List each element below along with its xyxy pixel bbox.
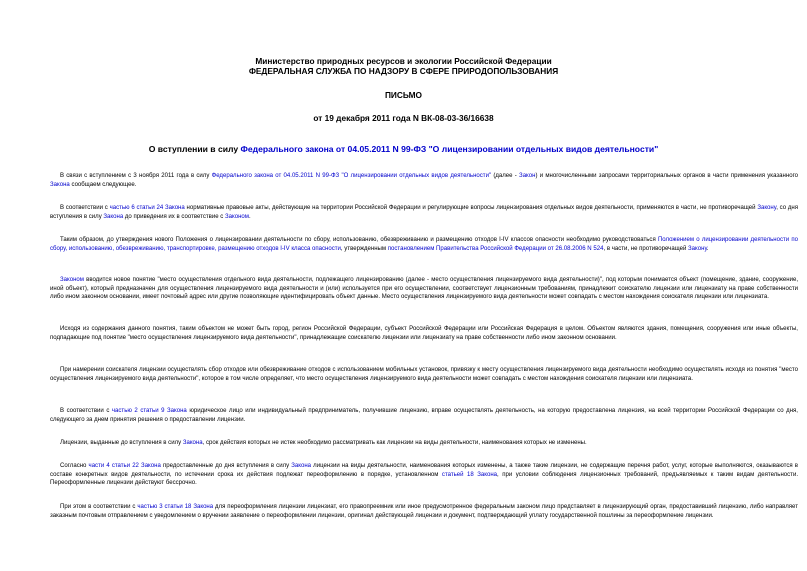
p9-article-link[interactable]: части 4 статьи 22 Закона xyxy=(88,463,161,469)
title-law-link[interactable]: Федерального закона от 04.05.2011 N 99-ФЗ "О лицензировании отдельных видов деятельности" xyxy=(240,144,659,154)
p10-text-2: для переоформления лицензии лицензиат, его правопреемник или иное предусмотренное федеральным законом лицо представляет в лицензирующий орган, предоставивший лицензию, либо направляет заказным почтовым отправлением с уведомлением о вручении заявление о переоформлении лицензии, оригинал действующей лицензии и документ, подтверждающий уплату государственной пошлины за переоформление лицензии. xyxy=(50,504,798,519)
ministry-name: Министерство природных ресурсов и экологии Российской Федерации xyxy=(255,56,552,66)
p9-text-4: , при условии соблюдения лицензионных требований, предъявляемых к таким видам деятельности. Переоформленные лицензии действуют бессрочно. xyxy=(50,471,798,487)
p8-text-2: , срок действия которых не истек необходимо рассматривать как лицензии на виды деятельности, наименования которых не изменены. xyxy=(202,440,587,446)
p7-text-1: В соответствии с xyxy=(60,408,112,414)
p3-text-2: , утвержденным xyxy=(340,245,388,252)
p3-text-3: , в части, не противоречащей xyxy=(603,245,689,252)
p1-text-2: (далее - xyxy=(491,173,520,179)
p3-zakon-link[interactable]: Закону xyxy=(688,245,707,252)
paragraph-6 xyxy=(50,366,798,383)
p9-article18-link[interactable]: статьей 18 Закона xyxy=(441,471,498,478)
p5-text-1: Исходя из содержания данного понятия, таким объектом не может быть город, регион Российской Федерации, субъект Российской Федерации или Российская Федерация в целом. Объектом являются здания, помещения, сооружения или иные объекты, подпадающие под понятие "место осуществления лицензируемого вида деятельности", принадлежащие соискателю лицензии или лицензиату на праве собственности либо ином законном основании. xyxy=(50,326,798,341)
paragraph-4 xyxy=(50,276,798,302)
p10-article-link[interactable]: частью 3 статьи 18 Закона xyxy=(137,504,214,510)
p2-text-2: нормативные правовые акты, действующие на территории Российской Федерации и регулирующие вопросы лицензирования отдельных видов деятельности, применяются в части, не противоречащей xyxy=(184,205,758,211)
p1-zakon-link-1[interactable]: Закон xyxy=(519,173,536,179)
document-type: ПИСЬМО xyxy=(384,90,423,100)
p9-text-3: лицензии на виды деятельности, наименования которых изменены, а также такие лицензии, не содержащие перечня работ, услуг, которые выполняются, оказываются в составе конкретных видов деятельности, по истечении срока их действия подлежат переоформлению в порядке, установленном xyxy=(50,463,799,478)
p2-article-link[interactable]: частью 6 статьи 24 Закона xyxy=(109,205,185,211)
p10-text-1: При этом в соответствии с xyxy=(60,504,138,510)
p1-text-1: В связи с вступлением с 3 ноября 2011 года в силу xyxy=(60,173,212,179)
p1-text-4: сообщаем следующее. xyxy=(69,181,137,188)
paragraph-5 xyxy=(50,325,798,342)
p8-text-1: Лицензии, выданные до вступления в силу xyxy=(60,440,183,446)
paragraph-8 xyxy=(50,439,798,448)
p1-law-link[interactable]: Федерального закона от 04.05.2011 N 99-ФЗ "О лицензировании отдельных видов деятельности" xyxy=(211,173,492,179)
p2-text-5: . xyxy=(248,213,251,220)
paragraph-2 xyxy=(50,204,798,221)
p9-text-2: предоставленные до дня вступления в силу xyxy=(160,463,292,469)
p2-zakon-link-3[interactable]: Законом xyxy=(224,213,249,220)
document-date-number: от 19 декабря 2011 года N ВК-08-03-36/16638 xyxy=(313,113,494,123)
p6-text-1: При намерении соискателя лицензии осуществлять сбор отходов или обезвреживание отходов с использованием мобильных установок, привязку к месту осуществления лицензируемого вида деятельности необходимо осуществлять исходя из понятия "место осуществления лицензируемого вида деятельности", которое в том числе определяет, что место осуществления лицензируемого вида деятельности может совпадать с местом нахождения соискателя лицензии или лицензиата. xyxy=(50,367,798,382)
p2-text-1: В соответствии с xyxy=(60,205,110,211)
paragraph-10 xyxy=(50,503,798,520)
p4-text-1: вводится новое понятие "место осуществления отдельного вида деятельности, подлежащего лицензированию (далее - место осуществления лицензируемого вида деятельности)", под которым понимается объект (помещение, здание, сооружение, иной объект), который предназначен для осуществления лицензируемого вида деятельности и (или) используется при его осуществлении, соответствует лицензионным требованиям, принадлежит соискателю лицензии или лицензиату на праве собственности либо ином законном основании, имеет почтовый адрес или другие позволяющие идентифицировать объект данные. Место осуществления лицензируемого вида деятельности может совпадать с местом нахождения соискателя лицензии или лицензиата. xyxy=(50,277,798,301)
p2-text-4: до приведения их в соответствие с xyxy=(123,213,225,220)
p3-regulation-link[interactable]: Положением о лицензировании деятельности по сбору, использованию, обезвреживанию, транспортировке, размещению отходов I-IV класса опасности xyxy=(50,237,798,252)
paragraph-9 xyxy=(50,462,798,488)
p2-zakon-link-2[interactable]: Закона xyxy=(103,213,124,220)
p3-text-1: Таким образом, до утверждения нового Положения о лицензировании деятельности по сбору, использованию, обезвреживанию и размещению отходов I-IV классов опасности необходимо руководствоваться xyxy=(60,237,658,243)
p1-zakon-link-2[interactable]: Закона xyxy=(50,181,70,188)
document-title xyxy=(0,144,807,154)
p2-zakon-link-1[interactable]: Закону xyxy=(757,205,777,211)
title-prefix: О вступлении в силу xyxy=(148,144,241,154)
paragraph-7 xyxy=(50,407,798,424)
p8-zakon-link[interactable]: Закона xyxy=(182,440,203,446)
p9-text-1: Согласно xyxy=(60,463,89,469)
p3-text-4: . xyxy=(706,245,709,252)
p7-text-2: юридическое лицо или индивидуальный предприниматель, получившие лицензию, вправе осуществлять деятельность, на которую предоставлена лицензия, на всей территории Российской Федерации со дня, следующего за днем принятия решения о предоставлении лицензии. xyxy=(50,408,798,423)
p7-article-link[interactable]: частью 2 статьи 9 Закона xyxy=(111,408,187,414)
paragraph-1 xyxy=(50,172,798,189)
p1-text-3: ) и многочисленными запросами территориальных органов в части применения указанного xyxy=(535,173,798,179)
p2-text-3: , со дня вступления в силу xyxy=(50,205,798,220)
paragraph-3 xyxy=(50,236,798,253)
service-name: ФЕДЕРАЛЬНАЯ СЛУЖБА ПО НАДЗОРУ В СФЕРЕ ПРИРОДОПОЛЬЗОВАНИЯ xyxy=(248,66,559,76)
p3-resolution-link[interactable]: постановлением Правительства Российской Федерации от 26.08.2006 N 524 xyxy=(387,245,604,252)
p4-zakon-link[interactable]: Законом xyxy=(60,277,84,283)
p9-zakon-link[interactable]: Закона xyxy=(291,463,312,469)
